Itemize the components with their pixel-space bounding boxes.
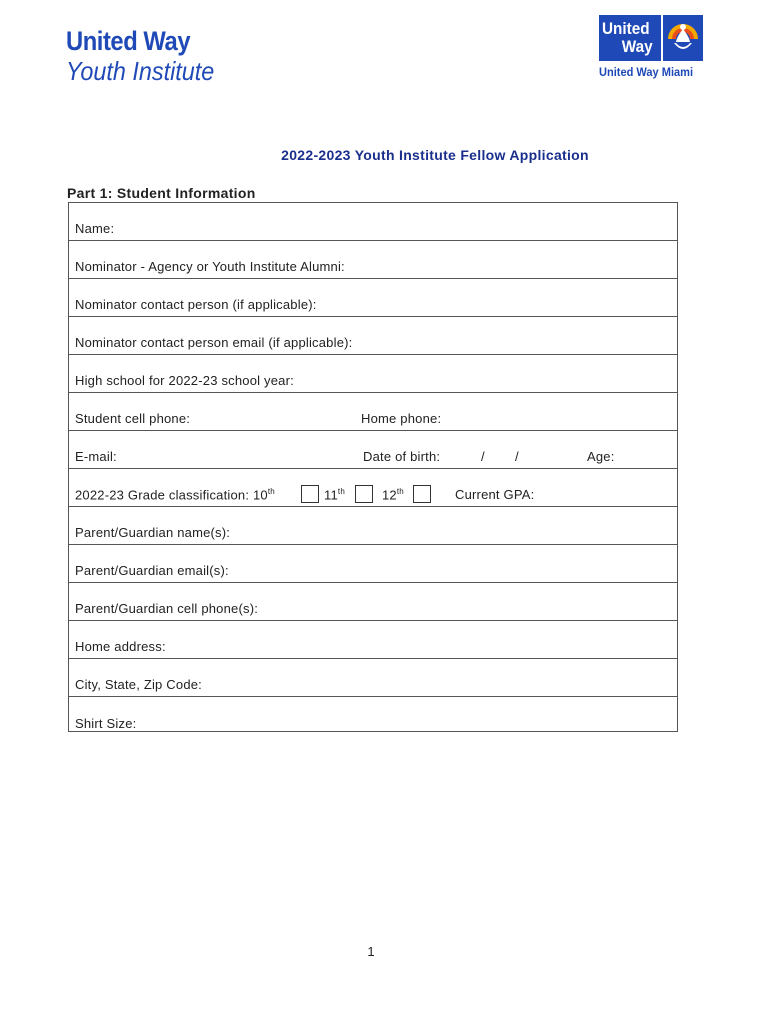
high-school-label: High school for 2022-23 school year: [75,373,294,388]
logo-youth-institute-text: Youth Institute [66,56,215,86]
grade-12-checkbox[interactable] [413,485,431,503]
grade-10-checkbox[interactable] [301,485,319,503]
age-label: Age: [587,449,615,464]
logo-united-way-text: United Way [66,26,191,56]
youth-institute-logo [66,26,231,86]
student-information-form [68,202,678,732]
nominator-label: Nominator - Agency or Youth Institute Alumni: [75,259,345,274]
high-school-row[interactable] [69,355,677,393]
gpa-label: Current GPA: [455,487,535,502]
page-number: 1 [367,944,375,959]
name-row[interactable] [69,203,677,241]
page-title: 2022-2023 Youth Institute Fellow Application [281,147,589,163]
dob-separator-2: / [515,449,519,464]
grade-10-text: 10 [252,487,268,502]
grade-12-label [382,487,404,502]
email-label: E-mail: [75,449,117,464]
guardian-emails-row[interactable] [69,545,677,583]
city-state-zip-label: City, State, Zip Code: [75,677,202,692]
grade-12-text: 12 [382,487,397,502]
united-way-hand-rainbow-icon [663,15,703,61]
nominator-contact-label: Nominator contact person (if applicable): [75,297,317,312]
student-phone-label: Student cell phone: [75,411,191,426]
grade-11-label [324,487,345,502]
badge-line-way: Way [621,37,653,56]
dob-label: Date of birth: [363,449,441,464]
home-phone-label: Home phone: [361,411,442,426]
grade-row [69,469,677,507]
shirt-size-row[interactable] [69,697,677,733]
guardian-phones-label: Parent/Guardian cell phone(s): [75,601,259,616]
grade-label-text: 2022-23 Grade classification: [75,487,250,502]
email-dob-row[interactable] [69,431,677,469]
united-way-miami-caption: United Way Miami [599,65,694,79]
nominator-email-label: Nominator contact person email (if applicable): [75,335,353,350]
badge-line-united: United [602,19,650,38]
nominator-row[interactable] [69,241,677,279]
guardian-names-row[interactable] [69,507,677,545]
home-address-label: Home address: [75,639,166,654]
shirt-size-label: Shirt Size: [75,716,137,731]
grade-11-text: 11 [324,487,338,502]
city-state-zip-row[interactable] [69,659,677,697]
grade-10-sup: th [267,486,275,496]
name-label: Name: [75,221,115,236]
guardian-names-label: Parent/Guardian name(s): [75,525,231,540]
grade-11-sup: th [337,486,345,496]
grade-12-sup: th [396,486,404,496]
united-way-miami-logo [599,15,705,79]
united-way-badge [599,15,661,61]
section-title: Part 1: Student Information [67,185,256,201]
grade-11-checkbox[interactable] [355,485,373,503]
nominator-email-row[interactable] [69,317,677,355]
dob-separator-1: / [481,449,485,464]
guardian-phones-row[interactable] [69,583,677,621]
grade-label [75,487,275,502]
home-address-row[interactable] [69,621,677,659]
guardian-emails-label: Parent/Guardian email(s): [75,563,229,578]
nominator-contact-row[interactable] [69,279,677,317]
phone-row[interactable] [69,393,677,431]
